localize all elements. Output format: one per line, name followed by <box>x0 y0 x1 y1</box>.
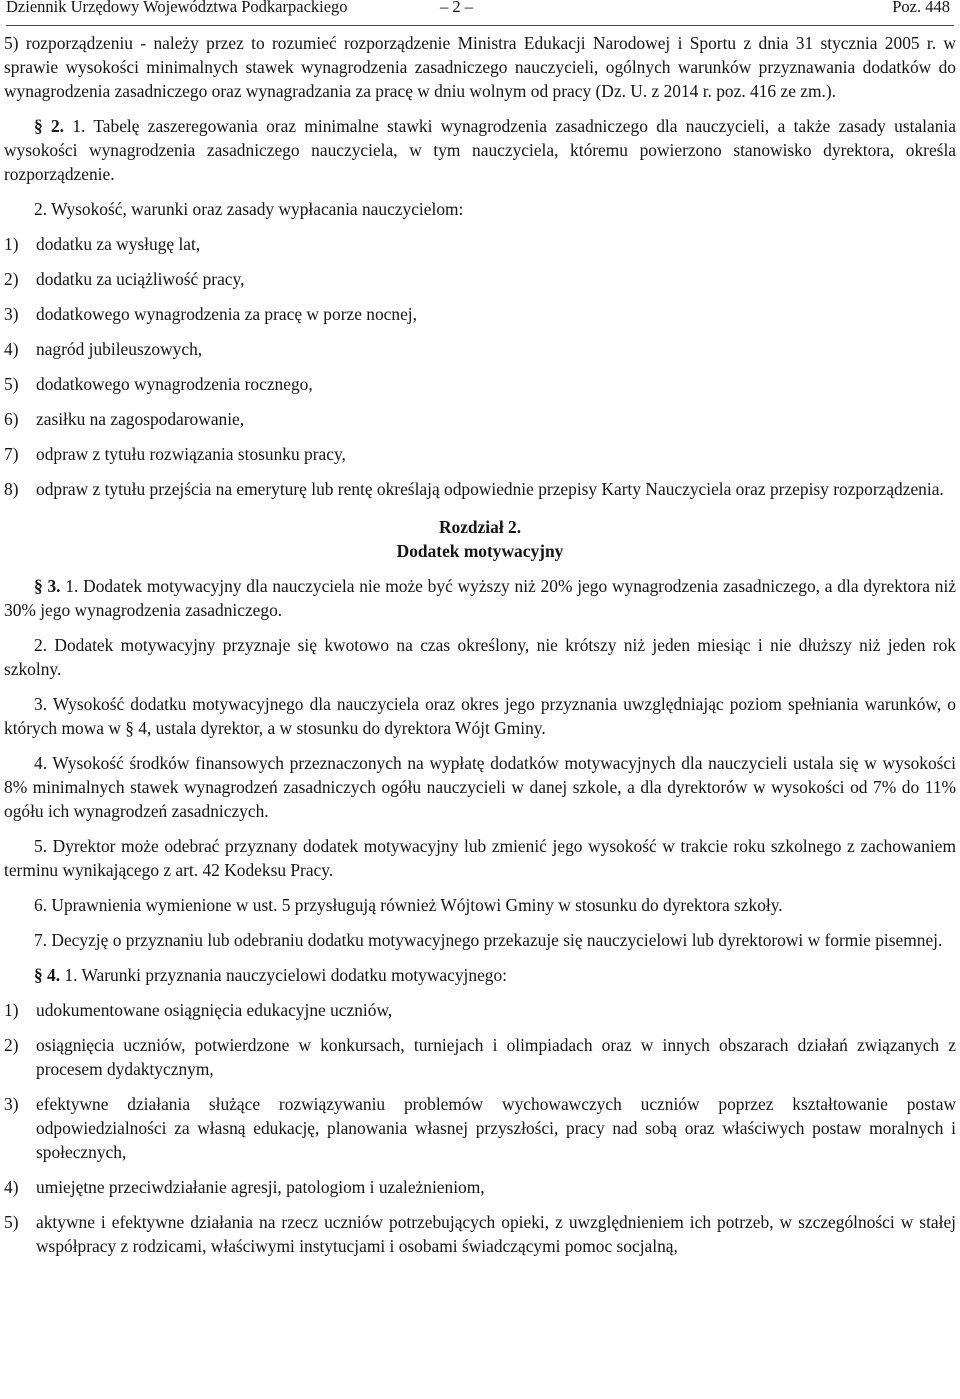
list-item: 5) aktywne i efektywne działania na rzecz uczniów potrzebujących opieki, z uwzględnieniem ich potrzeb, w szczególności w stałej współpracy z rodzicami, właściwymi instytucjami i osobami świadczącymi pomoc socjalną, <box>4 1212 956 1256</box>
definition-item-5: 5) rozporządzeniu - należy przez to rozumieć rozporządzenie Ministra Edukacji Narodowej i Sportu z dnia 31 stycznia 2005 r. w sprawie wysokości minimalnych stawek wynagrodzenia zasadniczego nauczycieli, ogólnych warunków przyznawania dodatków do wynagrodzenia zasadniczego oraz wynagradzania za pracę w dniu wolnym od pracy (Dz. U. z 2014 r. poz. 416 ze zm.). <box>4 33 956 101</box>
document-body <box>4 31 956 1258</box>
par3-ust3: 3. Wysokość dodatku motywacyjnego dla nauczyciela oraz okres jego przyznania uwzględniając poziom spełniania warunków, o których mowa w § 4, ustala dyrektor, a w stosunku do dyrektora Wójt Gminy. <box>4 694 956 738</box>
list-item: 1) udokumentowane osiągnięcia edukacyjne uczniów, <box>4 1000 393 1020</box>
list-item: 3) dodatkowego wynagrodzenia za pracę w porze nocnej, <box>4 304 417 324</box>
list-item: 5) dodatkowego wynagrodzenia rocznego, <box>4 374 313 394</box>
position-number: Poz. 448 <box>892 0 950 16</box>
chapter-number: Rozdział 2. <box>438 517 522 537</box>
par4-ust1: § 4. 1. Warunki przyznania nauczycielowi dodatku motywacyjnego: <box>34 965 508 985</box>
list-item: 7) odpraw z tytułu rozwiązania stosunku pracy, <box>4 444 346 464</box>
list-item: 2) dodatku za uciążliwość pracy, <box>4 269 245 289</box>
par3-ust2: 2. Dodatek motywacyjny przyznaje się kwotowo na czas określony, nie krótszy niż jeden miesiąc i nie dłuższy niż jeden rok szkolny. <box>4 635 956 679</box>
page-header <box>6 0 954 26</box>
list-item: 6) zasiłku na zagospodarowanie, <box>4 409 245 429</box>
chapter-heading <box>4 515 956 563</box>
par3-marker: § 3. <box>34 576 61 596</box>
list-item: 4) nagród jubileuszowych, <box>4 339 203 359</box>
chapter-title: Dodatek motywacyjny <box>396 541 564 561</box>
par4-list <box>4 998 956 1258</box>
par3-ust4: 4. Wysokość środków finansowych przeznaczonych na wypłatę dodatków motywacyjnych dla nauczycieli ustala się w wysokości 8% minimalnych stawek wynagrodzeń zasadniczych ogółu nauczycieli w danej szkole, a dla dyrektorów w wysokości od 7% do 11% ogółu ich wynagrodzeń zasadniczych. <box>4 753 956 821</box>
par4-marker: § 4. <box>34 965 61 985</box>
list-item: 2) osiągnięcia uczniów, potwierdzone w konkursach, turniejach i olimpiadach oraz w innych obszarach działań związanych z procesem dydaktycznym, <box>4 1035 956 1079</box>
par3-ust1: § 3. 1. Dodatek motywacyjny dla nauczyciela nie może być wyższy niż 20% jego wynagrodzenia zasadniczego, a dla dyrektora niż 30% jego wynagrodzenia zasadniczego. <box>4 576 956 620</box>
par2-marker: § 2. <box>34 116 65 136</box>
par2-ust1 <box>4 114 956 186</box>
par3-ust5: 5. Dyrektor może odebrać przyznany dodatek motywacyjny lub zmienić jego wysokość w trakcie roku szkolnego z zachowaniem terminu wynikającego z art. 42 Kodeksu Pracy. <box>4 836 956 880</box>
list-item: 1) dodatku za wysługę lat, <box>4 234 201 254</box>
list-item: 4) umiejętne przeciwdziałanie agresji, patologiom i uzależnieniom, <box>4 1177 485 1197</box>
par3-ust6: 6. Uprawnienia wymienione w ust. 5 przysługują również Wójtowi Gminy w stosunku do dyrektora szkoły. <box>34 895 783 915</box>
list-item: 3) efektywne działania służące rozwiązywaniu problemów wychowawczych uczniów poprzez kształtowanie postaw odpowiedzialności za własną edukację, planowania własnej przyszłości, pracy nad sobą oraz właściwych postaw moralnych i społecznych, <box>4 1094 956 1162</box>
par2-ust2: 2. Wysokość, warunki oraz zasady wypłacania nauczycielom: <box>34 199 464 219</box>
page-number: – 2 – <box>440 0 473 16</box>
par2-ust1-text: 1. Tabelę zaszeregowania oraz minimalne stawki wynagrodzenia zasadniczego dla nauczycieli, a także zasady ustalania wysokości wynagrodzenia zasadniczego nauczyciela, w tym nauczyciela, któremu powierzono stanowisko dyrektora, określa rozporządzenie. <box>4 116 956 184</box>
par3-ust7: 7. Decyzję o przyznaniu lub odebraniu dodatku motywacyjnego przekazuje się nauczycielowi lub dyrektorowi w formie pisemnej. <box>34 930 943 950</box>
list-item: 8) odpraw z tytułu przejścia na emeryturę lub rentę określają odpowiednie przepisy Karty Nauczyciela oraz przepisy rozporządzenia. <box>4 479 944 499</box>
journal-title: Dziennik Urzędowy Województwa Podkarpackiego <box>6 0 348 16</box>
par2-list <box>4 232 956 501</box>
